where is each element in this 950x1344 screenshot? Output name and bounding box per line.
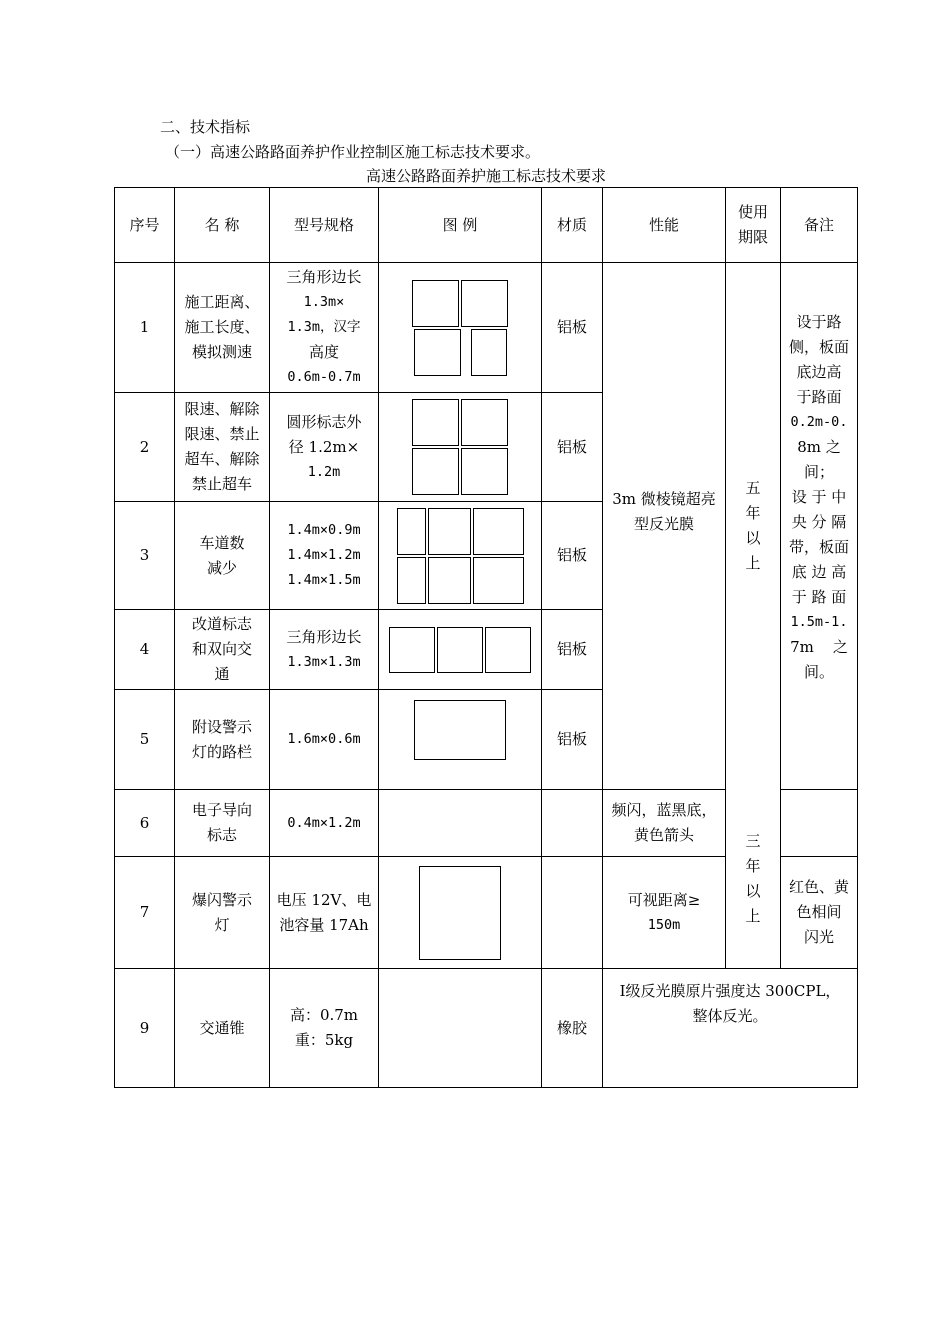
col-performance: 性能 [603,188,726,263]
sign-figure [379,857,542,969]
row-spec: 三角形边长 1.3m× 1.3m，汉字 高度 0.6m-0.7m [270,263,379,393]
row-material: 铝板 [542,690,603,790]
row-material [542,857,603,969]
col-spec: 型号规格 [270,188,379,263]
header-row [115,188,858,263]
sign-figure [379,690,542,790]
sign-figure [379,610,542,690]
spec-table [114,187,858,1088]
row-name: 爆闪警示 灯 [175,857,270,969]
table-caption: 高速公路路面养护施工标志技术要求 [365,167,606,185]
row-name: 施工距离、 施工长度、 模拟测速 [175,263,270,393]
row-performance: 频闪，蓝黑底， 黄色箭头 [603,790,726,857]
col-name: 名 称 [175,188,270,263]
sign-figure [379,502,542,610]
sign-figure [379,393,542,502]
row-material: 铝板 [542,393,603,502]
row-material: 铝板 [542,502,603,610]
row-no: 3 [115,502,175,610]
shared-remark: 设于路 侧，板面 底边高 于路面 0.2m-0. 8m 之 间； 设 于 中 央 分 隔 带，板面 底 边 高 于 路 面 1.5m-1. 7m 之 间。 [781,263,858,790]
col-remark: 备注 [781,188,858,263]
row-material: 铝板 [542,263,603,393]
row-name: 车道数 减少 [175,502,270,610]
row-material [542,790,603,857]
table-row [115,969,858,1088]
shared-life: 五 年 以 上 [726,263,781,790]
row-no: 4 [115,610,175,690]
sign-figure [379,263,542,393]
row-no: 2 [115,393,175,502]
row-name: 改道标志 和双向交 通 [175,610,270,690]
row-material: 铝板 [542,610,603,690]
row-no: 1 [115,263,175,393]
section-heading: 二、技术指标 [160,118,251,136]
subsection-heading: （一）高速公路路面养护作业控制区施工标志技术要求。 [165,143,541,161]
col-material: 材质 [542,188,603,263]
row-no: 7 [115,857,175,969]
row-name: 电子导向 标志 [175,790,270,857]
sign-figure [379,969,542,1088]
row-no: 9 [115,969,175,1088]
row-performance: 可视距离≥ 150m [603,857,726,969]
row-spec: 电压 12V、电 池容量 17Ah [270,857,379,969]
col-figure: 图 例 [379,188,542,263]
row-material: 橡胶 [542,969,603,1088]
row-remark [781,790,858,857]
row-remark: 红色、黄 色相间 闪光 [781,857,858,969]
shared-performance: 3m 微棱镜超亮 型反光膜 [603,263,726,790]
row-no: 5 [115,690,175,790]
shared-life-2: 三 年 以 上 [726,790,781,969]
row-spec: 圆形标志外 径 1.2m× 1.2m [270,393,379,502]
row-spec: 1.6m×0.6m [270,690,379,790]
row-spec: 高：0.7m 重：5kg [270,969,379,1088]
row-performance: Ⅰ级反光膜原片强度达 300CPL， 整体反光。 [603,969,858,1088]
col-no: 序号 [115,188,175,263]
row-name: 交通锥 [175,969,270,1088]
col-life: 使用 期限 [726,188,781,263]
row-name: 附设警示 灯的路栏 [175,690,270,790]
row-name: 限速、解除 限速、禁止 超车、解除 禁止超车 [175,393,270,502]
row-spec: 0.4m×1.2m [270,790,379,857]
sign-figure [379,790,542,857]
table-row [115,263,858,393]
row-spec: 1.4m×0.9m 1.4m×1.2m 1.4m×1.5m [270,502,379,610]
row-spec: 三角形边长 1.3m×1.3m [270,610,379,690]
table-row [115,790,858,857]
row-no: 6 [115,790,175,857]
